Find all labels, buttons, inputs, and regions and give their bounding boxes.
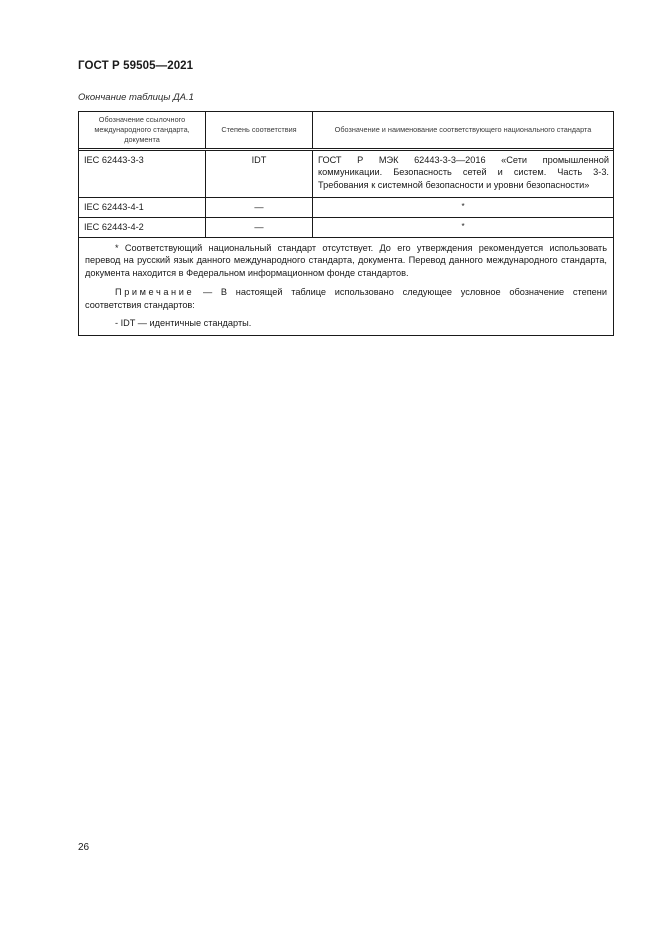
degree-cell: — (206, 218, 313, 237)
note-text: — В настоящей таблице использовано следующее условное обозначение степени соответствия стандартов: (85, 287, 607, 310)
footnote-text: * Соответствующий национальный стандарт отсутствует. До его утверждения рекомендуется использовать перевод на русский язык данного международного стандарта, документа. Перевод данного международного стандарта, документа находится в Федеральном информационном фонде стандартов. (85, 243, 607, 278)
document-title: ГОСТ Р 59505—2021 (78, 60, 194, 72)
header-national-standard: Обозначение и наименование соответствующего национального стандарта (334, 125, 592, 134)
reference-standard-cell: IEC 62443-3-3 (79, 151, 206, 197)
note-label: Примечание (115, 287, 195, 298)
national-standard-cell: ГОСТ Р МЭК 62443-3-3—2016 «Сети промышленной коммуникации. Безопасность сетей и систем. Часть 3-3. Требования к системной безопасности и уровни безопасности» (318, 155, 609, 190)
reference-standard-cell: IEC 62443-4-2 (79, 218, 206, 237)
table-header-row (79, 112, 613, 151)
reference-standard-cell: IEC 62443-4-1 (79, 198, 206, 217)
table-row (79, 218, 613, 238)
table-footer (79, 238, 613, 335)
header-degree-of-conformity: Степень соответствия (206, 112, 313, 148)
page-number: 26 (78, 842, 90, 853)
standards-table (78, 111, 614, 336)
table-row (79, 198, 613, 218)
table-row (79, 151, 613, 198)
note-paragraph (85, 286, 607, 311)
header-reference-standard: Обозначение ссылочного международного стандарта, документа (79, 112, 206, 148)
note-list-item: - IDT — идентичные стандарты. (115, 318, 252, 329)
degree-cell: — (206, 198, 313, 217)
table-caption: Окончание таблицы ДА.1 (78, 92, 194, 103)
degree-cell: IDT (206, 151, 313, 197)
national-standard-cell: * (461, 202, 465, 211)
national-standard-cell: * (461, 222, 465, 231)
